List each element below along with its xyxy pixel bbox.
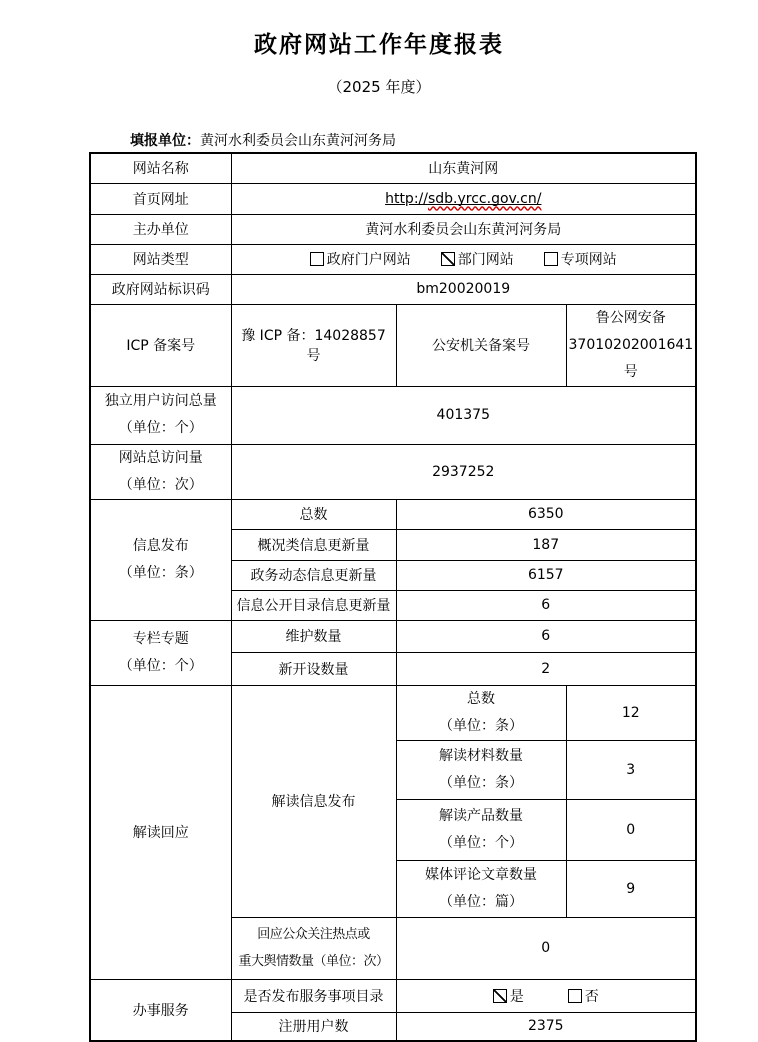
checkbox-unchecked-icon [544, 252, 558, 266]
homepage-link-protocol: http:// [385, 190, 428, 207]
public-response-label: 回应公众关注热点或 重大舆情数量（单位：次） [231, 917, 396, 979]
row-interpretation-total [90, 685, 696, 740]
annual-report-table [89, 152, 697, 1042]
total-visits-label: 网站总访问量 （单位：次） [90, 444, 231, 499]
special-columns-item-label: 新开设数量 [231, 652, 396, 685]
site-code-value: bm20020019 [231, 274, 696, 304]
website-type-label: 网站类型 [90, 244, 231, 274]
reporting-unit-value: 黄河水利委员会山东黄河河务局 [200, 133, 396, 149]
option-no: 否 [568, 986, 599, 1006]
option-yes: 是 [493, 986, 524, 1006]
reporting-unit-line [130, 130, 396, 150]
info-publish-item-value: 6350 [396, 499, 696, 529]
interpretation-item-label: 媒体评论文章数量 （单位：篇） [396, 860, 566, 917]
sponsor-value: 黄河水利委员会山东黄河河务局 [231, 214, 696, 244]
icp-label: ICP 备案号 [90, 304, 231, 386]
option-special-site: 专项网站 [544, 249, 617, 269]
info-publish-label: 信息发布 （单位：条） [90, 499, 231, 620]
option-portal-site: 政府门户网站 [310, 249, 411, 269]
registered-users-label: 注册用户数 [231, 1012, 396, 1041]
info-publish-item-value: 187 [396, 529, 696, 560]
interpretation-item-label: 总数 （单位：条） [396, 685, 566, 740]
row-website-name [90, 153, 696, 183]
row-special-columns-maintained [90, 620, 696, 652]
interpretation-publish-label: 解读信息发布 [231, 685, 396, 917]
row-site-code [90, 274, 696, 304]
website-name-value: 山东黄河网 [231, 153, 696, 183]
special-columns-item-value: 2 [396, 652, 696, 685]
row-icp [90, 304, 696, 386]
row-unique-visitors [90, 386, 696, 444]
interpretation-item-value: 3 [566, 740, 696, 799]
homepage-url-cell [231, 183, 696, 214]
service-catalog-label: 是否发布服务事项目录 [231, 979, 396, 1012]
special-columns-label: 专栏专题 （单位：个） [90, 620, 231, 685]
special-columns-item-value: 6 [396, 620, 696, 652]
public-response-value: 0 [396, 917, 696, 979]
special-columns-item-label: 维护数量 [231, 620, 396, 652]
page-title: 政府网站工作年度报表 [254, 32, 504, 58]
homepage-url-label: 首页网址 [90, 183, 231, 214]
interpretation-label: 解读回应 [90, 685, 231, 979]
homepage-link[interactable] [385, 191, 541, 207]
registered-users-value: 2375 [396, 1012, 696, 1041]
police-record-label: 公安机关备案号 [396, 304, 566, 386]
page-subtitle: （2025 年度） [327, 78, 431, 96]
info-publish-item-label: 概况类信息更新量 [231, 529, 396, 560]
row-total-visits [90, 444, 696, 499]
checkbox-unchecked-icon [568, 989, 582, 1003]
services-label: 办事服务 [90, 979, 231, 1041]
row-homepage-url [90, 183, 696, 214]
police-record-value: 鲁公网安备 37010202001641 号 [566, 304, 696, 386]
interpretation-item-label: 解读材料数量 （单位：条） [396, 740, 566, 799]
interpretation-item-value: 9 [566, 860, 696, 917]
info-publish-item-label: 总数 [231, 499, 396, 529]
site-code-label: 政府网站标识码 [90, 274, 231, 304]
row-service-catalog [90, 979, 696, 1012]
row-info-publish-total [90, 499, 696, 529]
homepage-link-domain: sdb.yrcc.gov.cn/ [427, 190, 542, 207]
info-publish-item-value: 6157 [396, 560, 696, 590]
reporting-unit-label: 填报单位： [130, 133, 200, 149]
info-publish-item-label: 信息公开目录信息更新量 [231, 590, 396, 620]
info-publish-item-value: 6 [396, 590, 696, 620]
interpretation-item-label: 解读产品数量 （单位：个） [396, 799, 566, 860]
unique-visitors-value: 401375 [231, 386, 696, 444]
sponsor-label: 主办单位 [90, 214, 231, 244]
checkbox-checked-icon [493, 989, 507, 1003]
info-publish-item-label: 政务动态信息更新量 [231, 560, 396, 590]
total-visits-value: 2937252 [231, 444, 696, 499]
checkbox-unchecked-icon [310, 252, 324, 266]
website-name-label: 网站名称 [90, 153, 231, 183]
service-catalog-options [396, 979, 696, 1012]
website-type-options [231, 244, 696, 274]
unique-visitors-label: 独立用户访问总量 （单位：个） [90, 386, 231, 444]
row-sponsor [90, 214, 696, 244]
interpretation-item-value: 12 [566, 685, 696, 740]
option-department-site: 部门网站 [441, 249, 514, 269]
checkbox-checked-icon [441, 252, 455, 266]
row-website-type [90, 244, 696, 274]
interpretation-item-value: 0 [566, 799, 696, 860]
icp-value: 豫 ICP 备：14028857 号 [231, 304, 396, 386]
